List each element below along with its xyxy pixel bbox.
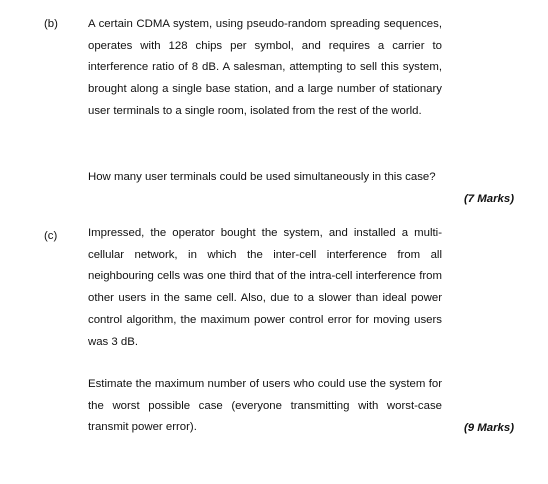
question-c-label: (c) <box>44 230 58 242</box>
question-b-label: (b) <box>44 18 58 30</box>
question-b-marks: (7 Marks) <box>463 193 514 205</box>
question-c-statement: Impressed, the operator bought the system, and installed a multi-cellular network, in which the inter-cell interference from all neighbouring cells was one third that of the intra-cell interference from other users in the same cell. Also, due to a slower than ideal power control algorithm, the maximum power control error for moving users was 3 dB. <box>88 227 442 348</box>
question-b-prompt: How many user terminals could be used simultaneously in this case? <box>88 171 436 183</box>
question-c-marks: (9 Marks) <box>463 422 514 434</box>
question-b-statement: A certain CDMA system, using pseudo-random spreading sequences, operates with 128 chips per symbol, and requires a carrier to interference ratio of 8 dB. A salesman, attempting to sell this system, brought along a single base station, and a large number of stationary user terminals to a single room, isolated from the rest of the world. <box>88 18 442 117</box>
question-c-prompt: Estimate the maximum number of users who could use the system for the worst possible case (everyone transmitting with worst-case transmit power error). <box>88 378 442 434</box>
